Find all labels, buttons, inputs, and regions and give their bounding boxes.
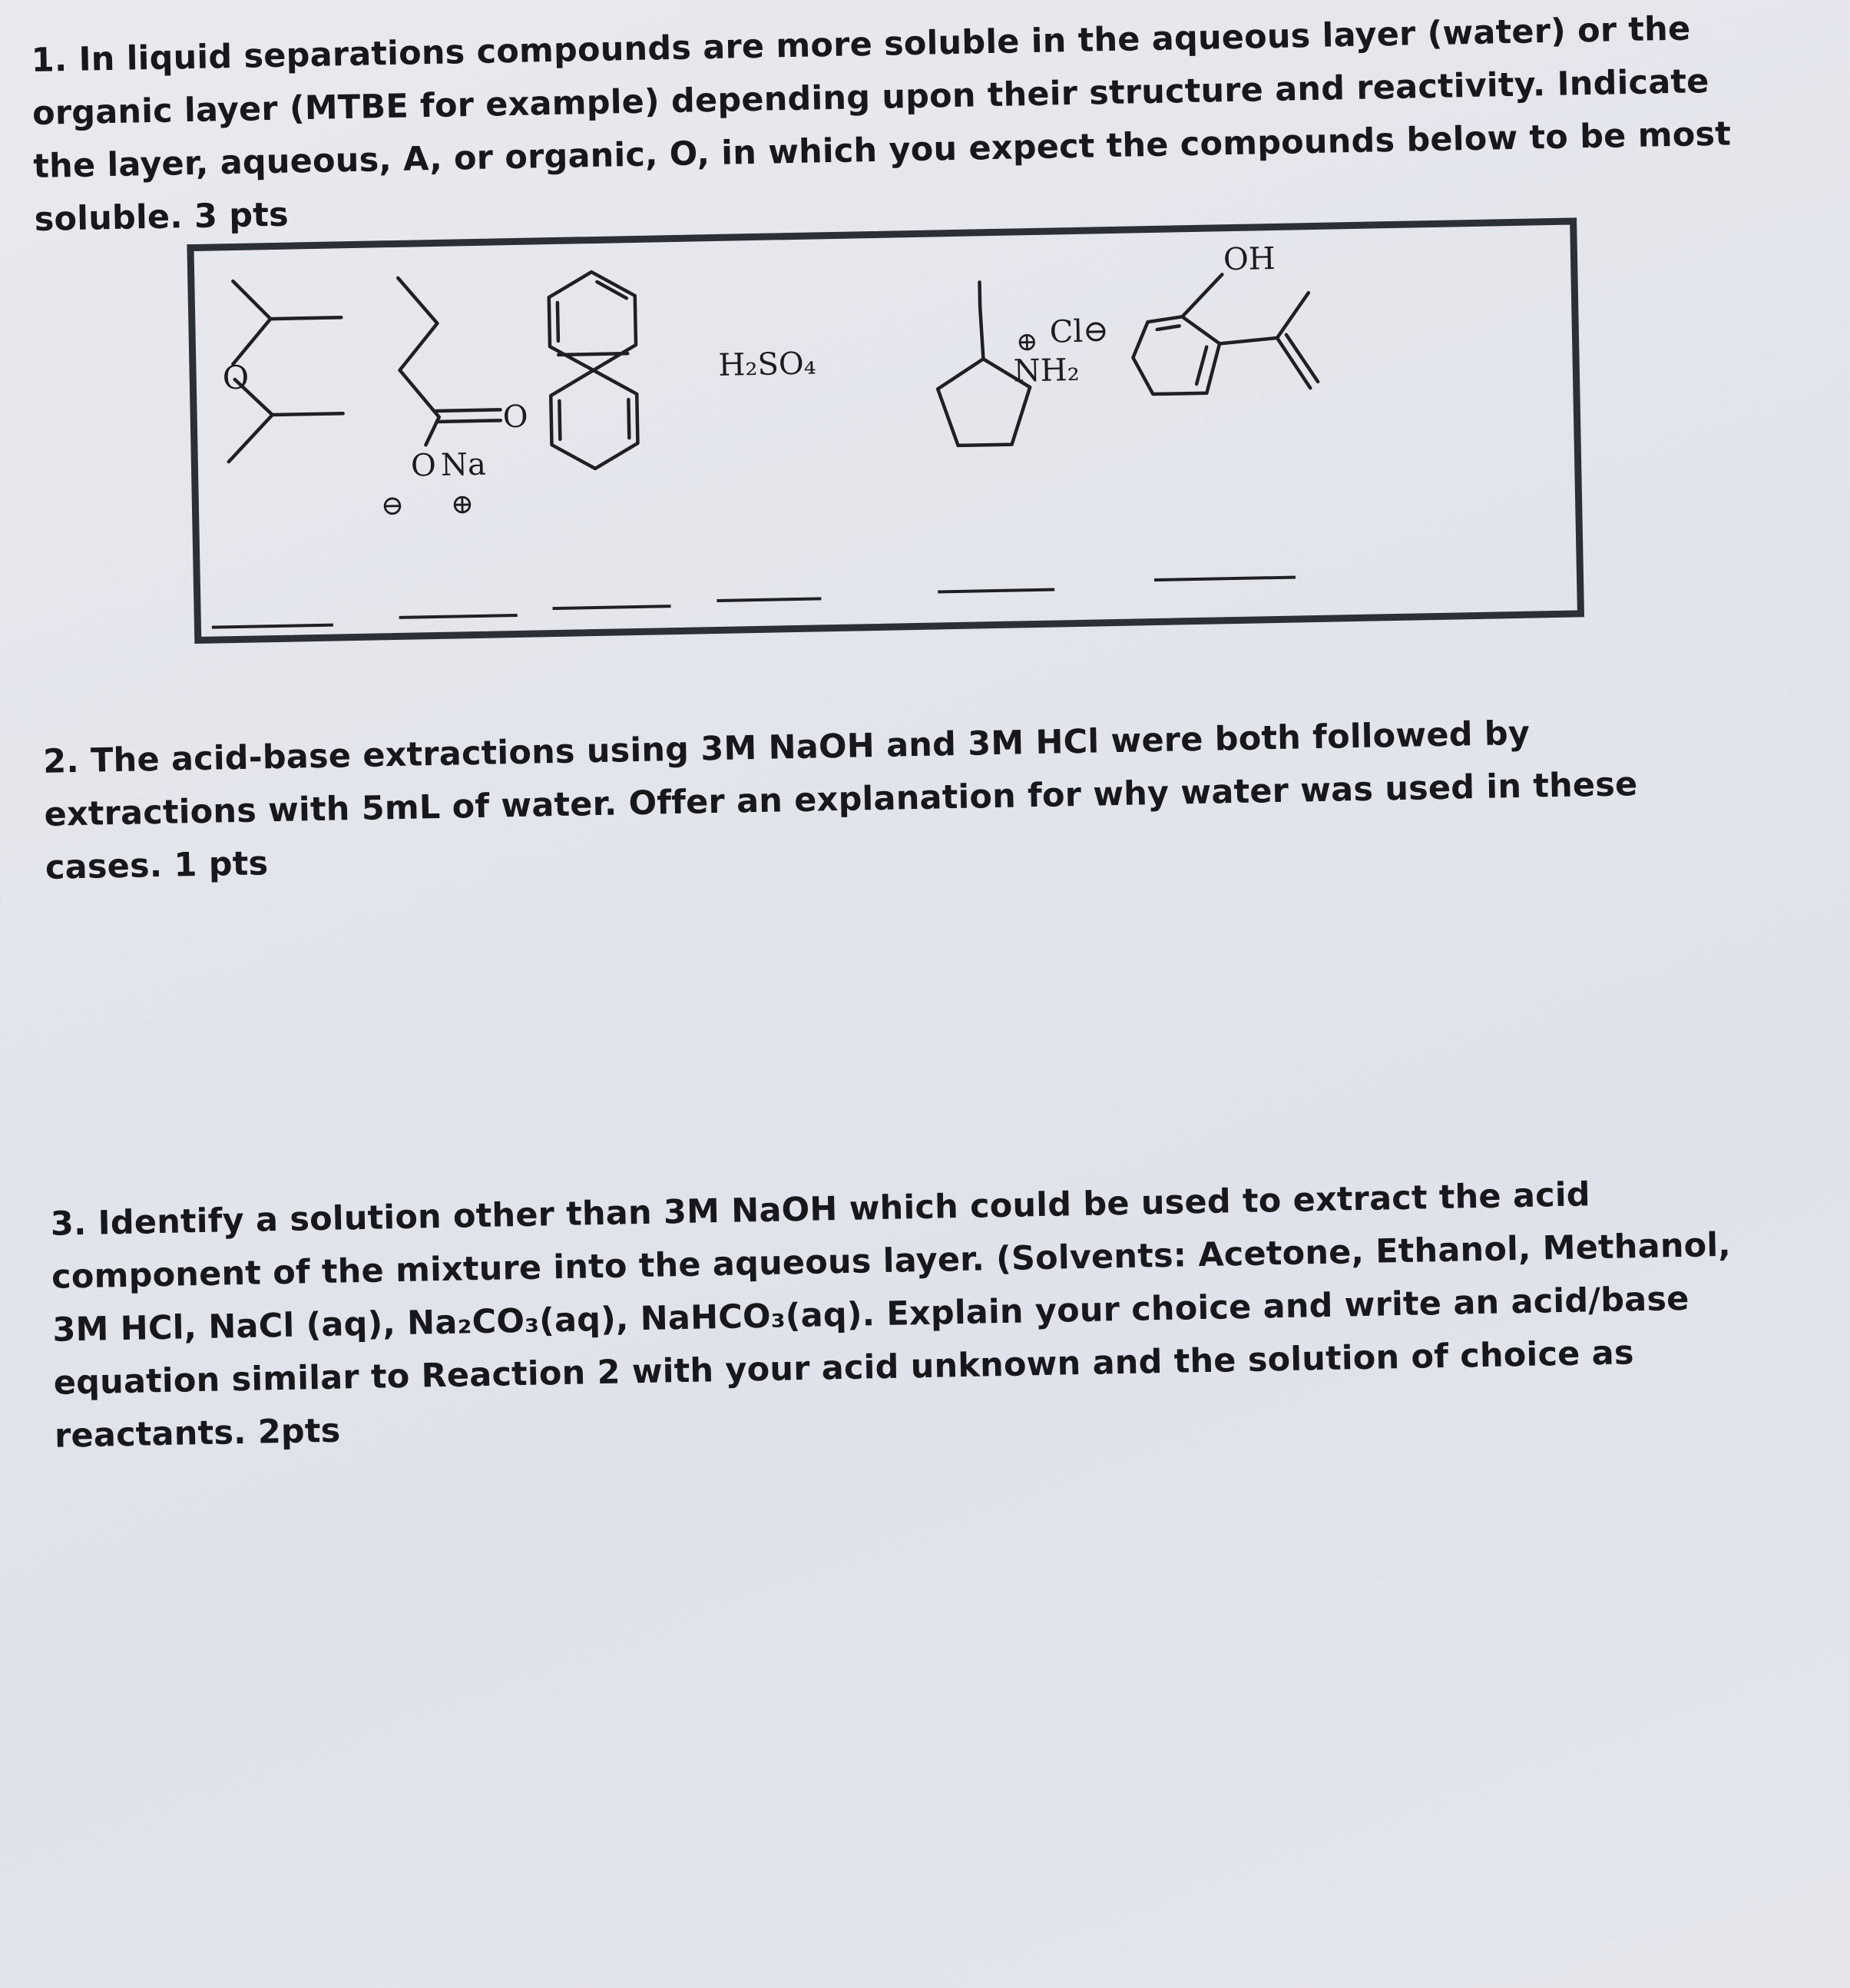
sodium-carboxylate-structure	[376, 276, 531, 618]
question-2-text: 2. The acid-base extractions using 3M NaOH and 3M HCl were both followed by extractions with 5mL of water. Offer an explanation for why water was used in these cases. 1 pts	[42, 714, 1638, 887]
positive-charge-symbol: ⊕	[450, 489, 475, 521]
ammonium-label: NH₂	[1013, 352, 1081, 389]
hydroxyl-label: OH	[1223, 240, 1276, 278]
naphthalene-structure	[546, 270, 670, 608]
negative-charge-symbol: ⊖	[380, 489, 405, 522]
diisopropyl-ether-structure	[205, 279, 347, 627]
ether-oxygen-label: O	[222, 358, 250, 397]
chloride-label: Cl⊖	[1049, 313, 1110, 350]
answer-blank-4[interactable]	[717, 598, 821, 601]
answer-blank-5[interactable]	[938, 590, 1054, 592]
question-1-text: 1. In liquid separations compounds are more soluble in the aqueous layer (water) or the organic layer (MTBE for example) depending upon their structure and reactivity. Indicate the layer, aqueous, A, or organic, O, in which you expect the compounds below to be most soluble. 3 pts	[31, 9, 1732, 239]
carboxylate-oxygen-label: O	[410, 447, 437, 484]
answer-blank-3[interactable]	[553, 606, 671, 608]
carbonyl-oxygen-label: O	[502, 399, 529, 436]
substituted-phenol-structure	[1131, 240, 1322, 581]
answer-blank-1[interactable]	[212, 625, 333, 628]
ammonium-plus-symbol: ⊕	[1015, 326, 1038, 358]
sulfuric-acid-label: H₂SO₄	[718, 346, 817, 383]
compound-structures-box	[187, 217, 1584, 644]
answer-blank-2[interactable]	[399, 615, 518, 618]
compound-structures-drawing	[194, 225, 1577, 637]
answer-blank-6[interactable]	[1154, 578, 1296, 581]
sulfuric-acid-structure	[712, 346, 821, 601]
sodium-label: Na	[440, 446, 487, 483]
question-3-text: 3. Identify a solution other than 3M NaOH which could be used to extract the acid component of the mixture into the aqueous layer. (Solvents: Acetone, Ethanol, Methanol, 3M HCl, NaCl (aq), Na₂CO₃(aq), NaHCO₃(aq). Explain your choice and write an acid/base equation similar to Reaction 2 with your acid unknown and the solution of choice as reactants. 2pts	[50, 1175, 1732, 1456]
cyclopentyl-ammonium-chloride-structure	[932, 280, 1114, 591]
